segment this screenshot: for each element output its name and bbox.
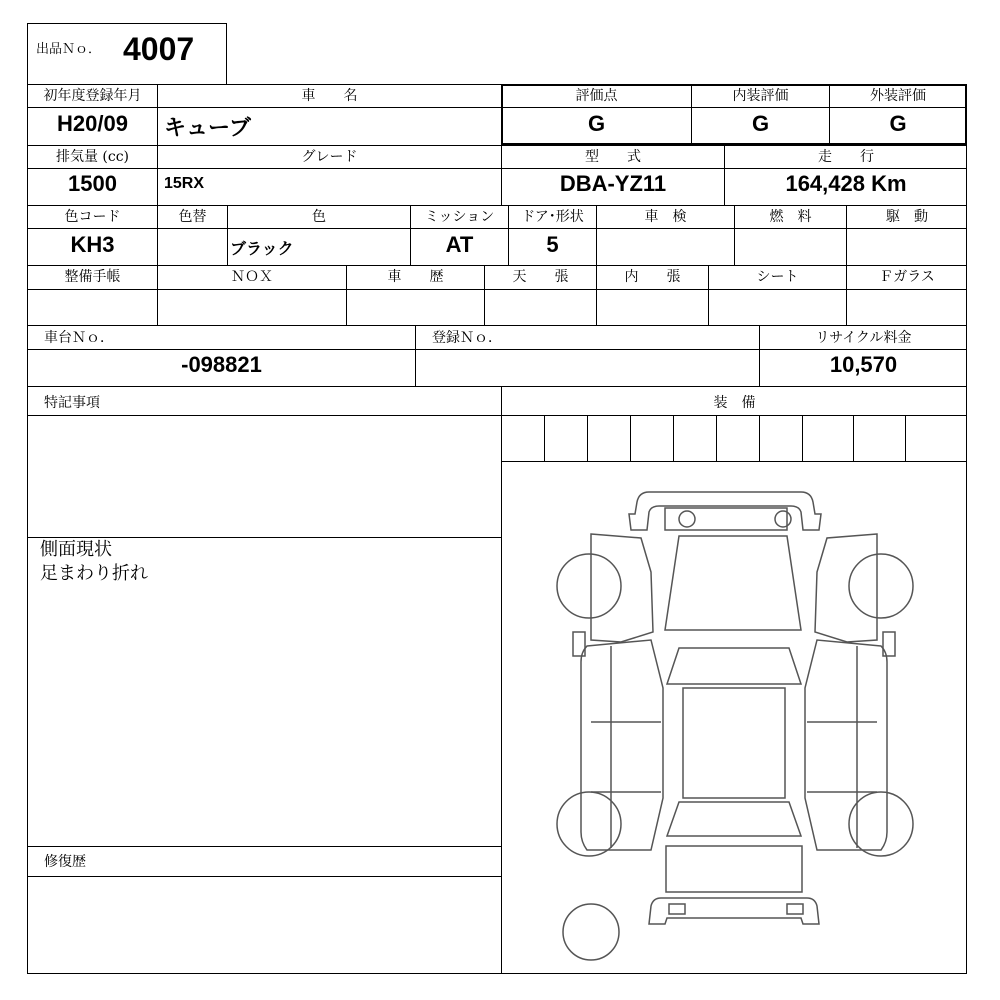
rear-lamp-left <box>669 904 685 914</box>
score-label: 評価点 <box>575 88 618 104</box>
interior-rating-value: G <box>751 111 770 136</box>
row-divider <box>27 325 967 326</box>
color-code-label: 色コード <box>64 209 121 225</box>
color-label: 色 <box>312 209 326 225</box>
rear-window <box>667 802 801 836</box>
hood <box>665 536 801 630</box>
rear-bumper <box>649 898 819 924</box>
windshield <box>667 648 801 684</box>
tailgate <box>666 846 802 892</box>
nox-label: ＮＯＸ <box>231 269 273 285</box>
first-registration-value: H20/09 <box>57 111 128 136</box>
color-code-value: KH3 <box>70 232 115 257</box>
color-change-label: 色替 <box>178 209 207 225</box>
door-label: ドア･形状 <box>521 209 584 225</box>
score-value: G <box>587 111 606 136</box>
first-registration-label: 初年度登録年月 <box>43 88 142 104</box>
front-glass-label: Ｆガラス <box>879 269 935 285</box>
note-line-1: 側面現状 <box>40 539 112 560</box>
col-divider <box>415 325 416 386</box>
car-name-value: キューブ <box>164 115 251 140</box>
front-bumper <box>629 492 821 530</box>
door-value: 5 <box>546 232 559 257</box>
row-divider <box>27 876 501 877</box>
row-divider <box>27 145 967 146</box>
vehicle-history-label: 車 歴 <box>387 269 444 285</box>
wheel-front-right <box>849 554 913 618</box>
chassis-number-value: -098821 <box>181 352 262 377</box>
exterior-rating-label: 外装評価 <box>870 88 926 104</box>
equipment-cell-divider <box>716 415 717 461</box>
right-side-body <box>815 534 877 642</box>
ceiling-label: 天 張 <box>512 269 569 285</box>
interior-rating-label: 内装評価 <box>732 88 789 104</box>
color-value: ブラック <box>230 241 294 258</box>
row-divider <box>27 349 967 350</box>
recycle-fee-value: 10,570 <box>829 352 898 377</box>
repair-history-label: 修復歴 <box>44 854 86 870</box>
equipment-cell-divider <box>905 415 906 461</box>
roof <box>683 688 785 798</box>
drive-label: 駆 動 <box>886 209 928 225</box>
row-divider <box>27 228 967 229</box>
left-side-body <box>591 534 653 642</box>
equipment-cell-divider <box>587 415 588 461</box>
mileage-label: 走 行 <box>818 149 874 165</box>
equipment-label: 装 備 <box>713 395 756 411</box>
row-divider <box>27 168 967 169</box>
mission-value: AT <box>445 232 474 257</box>
special-notes-label: 特記事項 <box>44 395 100 411</box>
row-divider <box>27 265 967 266</box>
displacement-label: 排気量 (cc) <box>55 149 130 165</box>
model-value: DBA-YZ11 <box>559 171 667 196</box>
mission-label: ミッション <box>424 209 495 225</box>
right-side-body <box>805 640 887 850</box>
lot-number: 4007 <box>123 31 195 67</box>
seat-label: シート <box>756 269 799 285</box>
equipment-cell-divider <box>759 415 760 461</box>
left-side-body <box>581 640 663 850</box>
maintenance-book-label: 整備手帳 <box>64 269 121 285</box>
equipment-cell-divider <box>802 415 803 461</box>
row-divider <box>27 205 967 206</box>
spare-tire <box>563 904 619 960</box>
fuel-label: 燃 料 <box>769 209 812 225</box>
interior-trim-label: 内 張 <box>624 269 681 285</box>
equipment-cell-divider <box>544 415 545 461</box>
wheel-rear-right <box>849 792 913 856</box>
equipment-cell-divider <box>673 415 674 461</box>
grade-value: 15RX <box>164 175 205 192</box>
mileage-value: 164,428 Km <box>785 171 907 196</box>
rear-lamp-right <box>787 904 803 914</box>
grade-label: グレード <box>301 149 358 165</box>
note-line-2: 足まわり折れ <box>40 563 148 584</box>
model-label: 型 式 <box>585 149 641 165</box>
headlight-left <box>679 511 695 527</box>
row-divider <box>27 386 967 387</box>
equipment-cell-divider <box>853 415 854 461</box>
equipment-cell-divider <box>630 415 631 461</box>
car-name-label: 車 名 <box>301 88 358 104</box>
row-divider <box>27 415 967 416</box>
chassis-number-label: 車台Ｎｏ． <box>44 330 114 346</box>
row-divider <box>27 289 967 290</box>
lot-number-label: 出品Ｎｏ． <box>36 42 102 57</box>
recycle-fee-label: リサイクル料金 <box>815 330 912 346</box>
displacement-value: 1500 <box>68 171 117 196</box>
vehicle-diagram <box>501 462 967 974</box>
row-divider <box>27 846 501 847</box>
registration-number-label: 登録Ｎｏ． <box>432 330 502 346</box>
exterior-rating-value: G <box>889 111 907 136</box>
inspection-label: 車 検 <box>644 209 687 225</box>
wheel-front-left <box>557 554 621 618</box>
headlight-right <box>775 511 791 527</box>
